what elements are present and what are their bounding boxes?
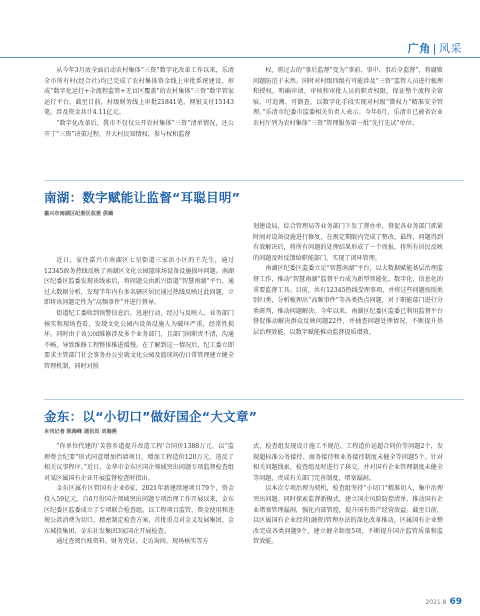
issue-date: 2021.8: [425, 599, 447, 606]
paragraph: 式，检查组发现设计施工不规范、工程造价运超合同价等问题2个，发现超标准公务接待、商务接待和业务接待制度未健全等问题5个。针对相关问题线索，检查组及时进行了移交，并对国有企业管理制度未健全等问题，责成有关部门完善制度，堵塞漏洞。: [253, 443, 443, 482]
paragraph: 划建设局，综合管理局等业务部门下发了督办单，督促各业务部门抓紧时间对设备设施进行修复，在规定期限内完成了整改。最终，问题得到有效解决后，将所有问题的处理结果形成了一个周报，将所有居民反映的问题及时反馈给职能部门，实现了闭环管理。: [253, 223, 443, 262]
section-separator: |: [432, 42, 437, 55]
page-number: 69: [449, 597, 462, 607]
section-subtitle: 风采: [439, 42, 462, 55]
paragraph: 从今年3月底全面启动农村集体“三资”数字化改革工作以来，乐清全市所有村(经合社)均已完成了农村集体资金线上审批系统建设，形成“数字化运行+全流程监管+无盲区覆盖”的农村集体“三资”数字管家运行平台。截至目前，村级财务线上审批21841笔，网银支付15143笔，涉及资金共计4.11亿元。: [44, 67, 234, 117]
paragraph: 南湖区纪委区监委立足“智慧南湖”平台，以大数据赋能基层治理监督工作，推动“智慧南湖”监督平台成为新型智能化、数字化、信息化的重要监督工具。目前，共有12345热线受理事项，并将这些问题按照类别归类，分析梳理出“高频事件”等各类热点问题，对于职能部门进行分类研判，推动问题解决。今年以来，南湖区纪委区监委已利用监督平台督促推动解决群众反映问题22件，并抽查问题处理情况，不断提升基层治理效能，以数字赋能推动监督提质增效。: [253, 265, 444, 336]
section-tag: [408, 40, 462, 56]
article1-right-column: [253, 222, 443, 339]
article1-left-column: [44, 256, 234, 373]
section-divider: [44, 399, 464, 400]
article2-left-column: [44, 442, 234, 548]
paragraph: 近日，家住嘉兴市南湖区七星街道三家浜小区的王先生，通过12345政务热线反映了南湖区文化公园篮球场设备设施损坏问题。南湖区纪委区监委发现该线索后，将问题交由新兴街道“智慧南湖”平台，通过大数据分析，发现半年内有多名辖区居民通过热线反映过此问题，立即将该问题定性为“高频事件”并进行督导。: [44, 257, 235, 307]
header-rule: [0, 57, 480, 58]
article2-right-column: [253, 442, 443, 548]
paragraph: “数字化改革后，我市不仅仅公开农村集体“三资”清单情况，还公开了“三资”决策过程，开大村民知情权、参与权和监督: [44, 119, 234, 138]
article-title: 南湖：数字赋能让监督“耳聪目明”: [44, 190, 241, 205]
article-byline: 嘉兴市南湖区纪委区监委 供稿: [44, 211, 114, 217]
article-byline: 本刊记者 陈海峰 通讯员 刘海燕: [44, 429, 117, 435]
article-title: 金东：以“小切口”做好国企“大文章”: [44, 409, 258, 424]
section-title: 广角: [407, 42, 431, 55]
paragraph: 通过查阅台账资料、财务凭证、走访询问、现场核实等方: [56, 538, 209, 546]
page-footer: [425, 597, 462, 607]
paragraph: 权，将过去的“事后监督”变为“事前、事中、事后全监督”，将腐败问题防范于未然。同时对村级四级有可能涉及“三资”监管人员进行梳理和授权，明确申请、审核和审批人员的职责权限，保证整个流程全留痕、可追溯、可倒查，以数字化手段实现对村级“微权力”精准安全管理。”乐清市纪委市监委相关负责人表示。今年6月，乐清市已被省农业农村厅列为农村集体“三资”管理服务第一批“先行先试”单位。: [253, 67, 443, 127]
section-divider: [44, 180, 464, 181]
intro-left-column: [44, 66, 234, 140]
paragraph: “你单位代建的‘芙蓉乡道提升改造工程’合同价1388万元，以“监理费会纪要”形式同意增加挡墙项目，增加工程造价120万元，违反了相关议事程序。”近日，金华市金东区国企领域突出问题专项监督检查组对某区属国有企业开展监督检查时指出。: [44, 443, 234, 482]
paragraph: 街道纪工委收到预警信息后，迅速行动，经过与反映人、业务部门核实和现场查看，发现文化公园内设备设施人为破坏严重，经常性损坏。同时由于该公园维修涉及多个业务部门，且部门间职责不清，沟通不畅，导致维修工程整体推进缓慢。在了解到这一情况后，纪工委立即要求主管部门社会事务办公室就文化公园及篮球场的日常管理建立健全管理机制，同时对照: [44, 309, 234, 370]
paragraph: 金东区属有区管国有企业6家，2021年新建续建项目79个，资金投入59亿元。自6月份国企领域突出问题专项治理工作开展以来，金东区纪委区监委成立了专项联合检查组，以工程项目监管、资金使用和违规公款消费为切口，精密制定检查方案，首批重点对金义发展集团、金东城投集团、金东社发集团3家国企开展检查。: [44, 485, 234, 535]
paragraph: 以本次专项治理为契机，检查组坚持“小切口”精准切入，集中治理突出问题。同时探索监督新模式，建立国企风险防控清单，推动国有企业堵塞管理漏洞，强化内部管控，提升国有资产经营效益。截至目前，以区属国有企业经营(融资)管理办法的深化改革推动，区属国有企业整改完成各类问题9个，建立健全制度5项，不断提升国企监管质量和监管效能。: [253, 485, 443, 546]
intro-right-column: [253, 66, 443, 130]
